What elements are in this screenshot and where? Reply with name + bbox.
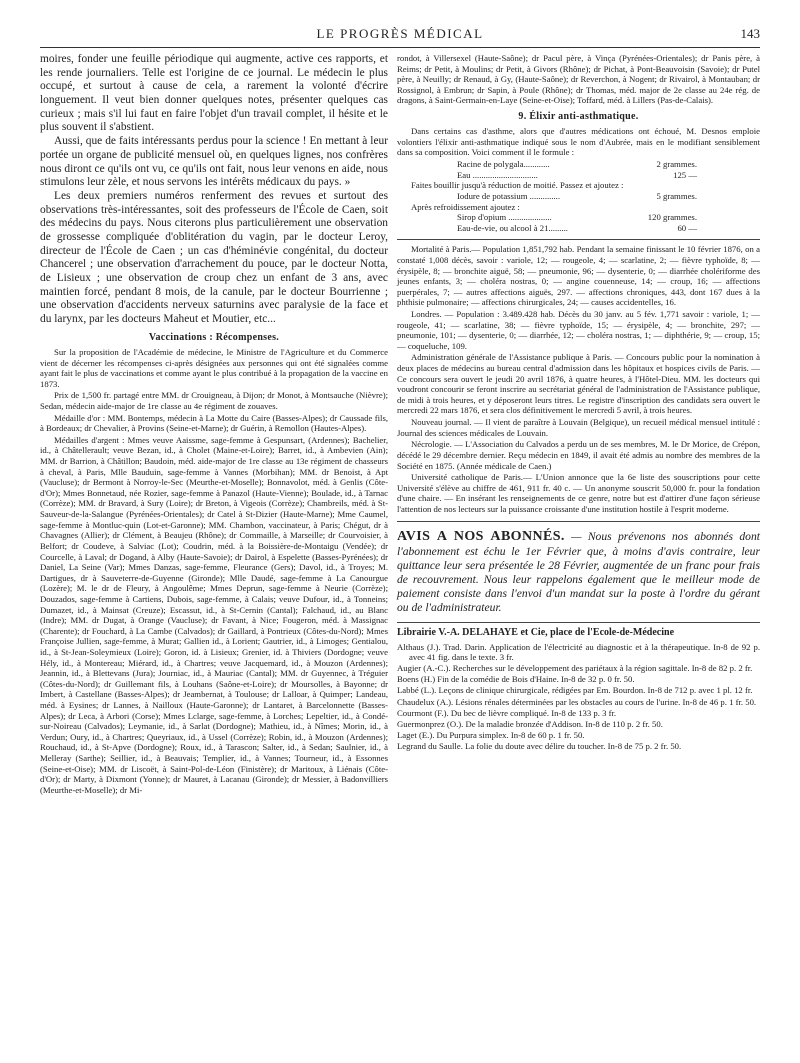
divider	[397, 239, 760, 240]
paragraph: moires, fonder une feuille périodique qui augmente, active ces rapports, et les rende journaliers. Telle est l'origine de ce journal. Le médecin le plus occupé, et surtout à cause de cela, a rarement la volonté d'écrire longuement. Il veut bien donner quelques notes, présenter quelques cas curieux ; mais s'il lui faut en faire l'objet d'un travail complet, il hésite et le plus souvent il s'abstient.	[40, 53, 388, 134]
paragraph: Sur la proposition de l'Académie de médecine, le Ministre de l'Agriculture et du Commerce vient de décerner les récompenses ci-après désignées aux personnes qui ont été signalées comme ayant fait le plus de vaccinations et comme ayant le plus contribué à la propagation de la vaccine en 1873.	[40, 346, 388, 389]
notice-text: — Nous prévenons nos abonnés dont l'abonnement est échu le 1er Février que, à moins d'avis contraire, leur quittance leur sera présentée le 28 Février, augmentée de un franc pour frais de recouvrement. Nous leur rappelons également que le meilleur mode de paiement consiste dans l'envoi d'un mandat sur la poste à l'ordre du gérant ou de l'administrateur.	[397, 529, 760, 615]
quantity: 120 grammes.	[647, 212, 697, 223]
news-nouveau-journal: Nouveau journal. — Il vient de paraître à Louvain (Belgique), un recueil médical mensuel intitulé : Journal des sciences médicales de Louvain.	[397, 417, 760, 438]
page-number: 143	[740, 26, 760, 41]
notice-title: AVIS A NOS ABONNÉS.	[397, 528, 565, 544]
ingredient: Eau ..............................	[457, 169, 538, 180]
ingredient: Iodure de potassium ..............	[457, 190, 561, 201]
right-column	[397, 53, 760, 752]
quantity: 2 grammes.	[656, 159, 697, 170]
divider	[397, 521, 760, 522]
journal-review-text	[40, 53, 388, 327]
ingredient: Eau-de-vie, ou alcool à 21.........	[457, 222, 568, 233]
section-title-elixir: 9. Élixir anti-asthmatique.	[518, 111, 639, 123]
book-entry: Labbé (L.). Leçons de clinique chirurgicale, rédigées par Em. Bourdon. In-8 de 712 p. avec 1 pl. 12 fr.	[397, 685, 753, 696]
quantity: 125 —	[673, 169, 697, 180]
recipe-step: Faites bouillir jusqu'à réduction de moitié. Passez et ajoutez :	[411, 180, 624, 191]
ingredient: Racine de polygala............	[457, 159, 550, 170]
book-entry: Chaudelux (A.). Lésions rénales déterminées par les obstacles au cours de l'urine. In-8 de 46 p. 1 fr. 50.	[397, 696, 757, 707]
book-entry: Augier (A.-C.). Recherches sur le développement des pariétaux à la région sagittale. In-8 de 82 p. 2 fr.	[397, 663, 753, 674]
book-entry: Guermonprez (O.). De la maladie bronzée d'Addison. In-8 de 110 p. 2 fr. 50.	[397, 718, 663, 729]
news-necrologie: Nécrologie. — L'Association du Calvados a perdu un de ses membres, M. le Dr Morice, de Crépon, décédé le 29 décembre dernier. Reçu médecin en 1849, il avait été admis au nombre des membres de la Société en 1875. (Année médicale de Caen.)	[397, 439, 760, 471]
paragraph: Médaille d'or : MM. Bontemps, médecin à La Motte du Caire (Basses-Alpes); dr Caussade fils, à Bordeaux; dr Chevalier, à Provins (Seine-et-Marne); dr Guérin, à Remollon (Hautes-Alpes).	[40, 412, 388, 434]
recipe-line	[397, 170, 760, 181]
paragraph: Les deux premiers numéros renferment des revues et surtout des observations très-intéressantes, soit des professeurs de l'École de Caen, soit des médecins du pays. Nous citerons plus particulièrement une observation de grossesse compliquée d'oblitération du vagin, par le docteur Leroy, directeur de l'École de Caen ; un cas d'héminévie congénital, du docteur Chancerel ; une observation d'arrachement du pouce, par le docteur Notta, de Lisieux ; une observation de croup chez un enfant de 3 ans, avec maintien forcé, pendant 8 mois, de la canule, par le docteur Bourrienne ; une observation d'accidents nerveux saturnins avec paralysie de la face et du larynx, par les docteurs Maheut et Moutier, etc...	[40, 189, 388, 326]
book-list	[397, 642, 760, 752]
paragraph: Dans certains cas d'asthme, alors que d'autres médications ont échoué, M. Desnos emploie volontiers l'élixir anti-asthmatique indiqué sous le nom d'Aubrée, mais en le modifiant sensiblement dans sa composition. Voici comment il le formule :	[397, 126, 760, 158]
subscriber-notice	[397, 528, 760, 616]
page-header	[40, 26, 760, 48]
left-column	[40, 53, 388, 797]
book-entry: Laget (E.). Du Purpura simplex. In-8 de 60 p. 1 fr. 50.	[397, 729, 585, 740]
paragraph: Aussi, que de faits intéressants perdus pour la science ! En mettant à leur portée un organe de publicité mensuel où, en quelques lignes, nos confrères nous diront ce qu'ils ont vu, ce qu'ils ont fait, nous leur venons en aide, nous stimulons leur zèle, et nous servons les intérêts médicaux du pays. »	[40, 135, 388, 189]
paragraph: Médailles d'argent : Mmes veuve Aaissme, sage-femme à Gespunsart, (Ardennes); Bachelier, id., à Châtellerault; veuve Bezan, id., à Cholet (Maine-et-Loire); Barret, id., à Ambevien (Ain); MM. dr Barrion, à Châtillon; Baudoin, méd. aide-major de 1re classe au 13e régiment de chasseurs à cheval, à Paris, Mlle Bauduin, sage-femme à Vannes (Morbihan); MM. dr Benoist, à Apt (Vaucluse); dr Bermont à Norroy-le-Sec (Meurthe-et-Moselle); Bonnavolot, méd. à Genlis (Côte-d'Or); Mmes Bonnetaud, née Rozier, sage-femme à Panazol (Haute-Vienne); Boulade, id., à Tarnac (Corrèze); MM. dr Bravard, à Sury (Loire); dr Breton, à Vigeois (Corrèze); Chambreils, méd. à St-Sauveur-de-la-Salangue (Pyrénées-Orientales); dr Catel à St-Dizier (Haute-Marne); Mme Caumel, sage-femme à Montluc-quin (Lot-et-Garonne); MM. Chambon, vaccinateur, à Paris; Chégut, dr à Chavagnes (Allier); dr Clément, à Beaujeu (Rhône); dr Commaille, à Marseille; dr Courvoisier, à Belfort; dr Coudeve, à Salviac (Lot); Coudrin, méd. à la Boissière-de-Montaigu (Vendée); dr Courcelle, à Laval; dr Dogand, à Alby (Haute-Savoie); dr Dairol, à Espelette (Basses-Pyrénées); dr Daniel, La Seine (Var); Mmes Danzas, sage-femme, Fleurance (Gers); Davol, id., à Troyes; M. Dartigues, dr à Sauveterre-de-Guyenne (Gironde); Mlle Daudé, sage-femme à La Canourgue (Lozère); M. le dr de Fleury, à Angoulême; Mmes Deprun, sage-femme à Neurie (Corrèze); Douzados, sage-femme à Cartiens, Dubois, sage-femme, à Calais; veuve Dufour, id., à Tonneins; Dumazet, id., à Mainsat (Creuze); Escassut, id., à St-Cernin (Cantal); Falchaud, id., au Blanc (Indre); MM. dr Dugat, à Orange (Vaucluse); dr Favant, à Nice; Fougeron, méd. à Massignac (Charente); dr Fouchard, à La Cambe (Calvados); dr Gaillard, à Pontrieux (Côtes-du-Nord); Mmes Françoise Jullien, sage-femme, à Murat; Gallien id., à Lorient; Gautrier, id., à Limoges; Gentialou, id., à St-Jean-Soleymieux (Loire); Goron, id. à Lisieux; Grenier, id. à Thiviers (Dordogne; veuve Hély, id., à Montereau; Miérard, id., à Chartres; veuve Jacquemard, id., à Mouzon (Ardennes); Jeannin, id., à Blettevans (Jura); Journiac, id., à Mauriac (Cantal); MM. dr Guyennec, à Tréguier (Côtes-du-Nord); dr Guillemant fils, à Louhans (Saône-et-Loire); dr Moursolles, à Bayonne; dr Imbert, à Castellane (Basses-Alpes); dr Jeambernat, à Toulouse; dr Lalloar, à Quimper; Landeau, méd. à Eysines; dr Lannes, à Nailloux (Haute-Garonne); dr Lantaret, à Barcelonnette (Basses-Alpes); dr Leca, à Arbori (Corse); Mmes Lclarge, sage-femme, à Lorches; Lepeltier, id., à Condé-sur-Noireau (Calvados); Leymanie, id., à Sarlat (Dordogne); Mathieu, id., à Nîmes; Morin, id., à Verdun; Oury, id., à Chartres; Queyriaux, id., à Ussel (Corrèze); Robin, id., à Mouzon (Ardennes); Rouchaud, id., à St-Apve (Dordogne); Roux, id., à Tarascon; Salter, id., à Sedan; Saulnier, id., à Melleray (Sarthe); Seillier, id., à Beauvais; Templier, id., à Vannes; Tourneur, id., à Essonnes (Seine-et-Oise); MM. dr Liscoët, à Saint-Pol-de-Léon (Finistère); dr Maritoux, à Liénais (Côte-d'Or); dr Marty, à Dixmont (Yonne); dr Mauret, à Lacanau (Gironde); dr Messier, à Badonvilliers (Meurthe-et-Moselle); dr Mi-	[40, 434, 388, 795]
news-mortalite: Mortalité à Paris.— Population 1,851,792 hab. Pendant la semaine finissant le 10 février 1876, on a constaté 1,008 décès, savoir : variole, 12; — rougeole, 4; — scarlatine, 2; — fièvre typhoïde, 8; — érysipèle, 8; — bronchite aiguë, 58; — pneumonie, 96; — dysenterie, 0; — diarrhée cholériforme des jeunes enfants, 3; — choléra nostras, 0; — angine couenneuse, 14; — croup, 16; — affections puerpérales, 7; — autres affections aiguës, 297. — affections chroniques, 443, dont 167 dues à la phthisie pulmonaire; — affections chirurgicales, 24; — causes accidentelles, 16.	[397, 244, 760, 308]
recipe-line	[397, 191, 760, 202]
recipe-line	[397, 212, 760, 223]
news-universite: Université catholique de Paris.— L'Union annonce que la 6e liste des souscriptions pour cette Université s'élève au chiffre de 461, 911 fr. 40 c. — Un anonyme souscrit 50,000 fr. pour la fondation d'une chaire. — En insérant les renseignements de ce genre, notre but est d'attirer d'une façon sérieuse l'attention de nos lecteurs sur la puissance croissante d'une institution hostile à l'esprit moderne.	[397, 472, 760, 514]
book-entry: Legrand du Saulle. La folie du doute avec délire du toucher. In-8 de 75 p. 2 fr. 50.	[397, 741, 682, 752]
book-entry: Courmont (F.). Du bec de lièvre compliqué. In-8 de 133 p. 3 fr.	[397, 707, 617, 718]
recipe-line	[397, 223, 760, 234]
ingredient: Sirop d'opium ....................	[457, 212, 552, 223]
quantity: 60 —	[677, 222, 697, 233]
librairie-title: Librairie V.-A. DELAHAYE et Cie, place de l'Ecole-de-Médecine	[397, 622, 760, 639]
news-assistance: Administration générale de l'Assistance publique à Paris. — Concours public pour la nomination à deux places de médecins au bureau central d'admission dans les hôpitaux et hospices civils de Paris. — Ce concours sera ouvert le jeudi 20 avril 1876, à quatre heures, à l'Hôtel-Dieu. MM. les docteurs qui voudront concourir se feront inscrire au secrétariat général de l'administration de l'Assistance publique, de midi à trois heures, et y déposeront leurs titres. Le registre d'inscription des candidats sera ouvert le mercredi 22 mars 1876, et sera clos définitivement le mercredi 5 avril, à trois heures.	[397, 352, 760, 416]
header-rule	[40, 47, 760, 48]
book-entry: Boens (H.) Fin de la comédie de Bois d'Haine. In-8 de 32 p. 0 fr. 50.	[397, 674, 635, 685]
recipe-line	[397, 159, 760, 170]
news-londres: Londres. — Population : 3.489.428 hab. Décès du 30 janv. au 5 fév. 1,771 savoir : variole, 1; — rougeole, 41; — scarlatine, 38; — fièvre typhoïde, 15; — érysipèle, 4; — bronchite, 297; — pneumonie, 101; — dysenterie, 0; — diarrhée, 12; — choléra nostras, 1; — diphthérie, 9; — croup, 15; — coqueluche, 109.	[397, 308, 760, 351]
quantity: 5 grammes.	[656, 190, 697, 201]
section-title-vaccinations: Vaccinations : Récompenses.	[148, 331, 280, 343]
recipe	[397, 159, 760, 233]
book-entry: Althaus (J.). Trad. Darin. Application de l'électricité au diagnostic et à la thérapeutique. In-8 de 92 p. avec 41 fig. dans le texte. 3 fr.	[397, 641, 760, 663]
recipe-step: Après refroidissement ajoutez :	[411, 201, 520, 212]
paragraph: Prix de 1,500 fr. partagé entre MM. dr Crouigneau, à Dijon; dr Monot, à Montsauche (Nièvre); Sedan, médecin aide-major de 1re classe au 4e régiment de zouaves.	[40, 390, 388, 411]
paragraph: rondot, à Villersexel (Haute-Saône); dr Pacul père, à Vinça (Pyrénées-Orientales); dr Panis père, à Reims; dr Petit, à Moulins; dr Petit, à Givors (Rhône); dr Pichat, à Pont-Beauvoisin (Savoie); dr Putel père, à Neuilly; dr Renaud, à Gy, (Haute-Saône); dr Reverchon, à Nogent; dr Rivairol, à Montauban; dr Rossignol, à Embrun; dr Sapin, à Poule (Rhône); dr Thomas, méd. major de 2e classe au 24e rég. de dragons, à Saint-Germain-en-Laye (Seine-et-Oise); Toffard, méd. à Lillers (Pas-de-Calais).	[397, 53, 760, 106]
journal-title: LE PROGRÈS MÉDICAL	[316, 26, 484, 41]
